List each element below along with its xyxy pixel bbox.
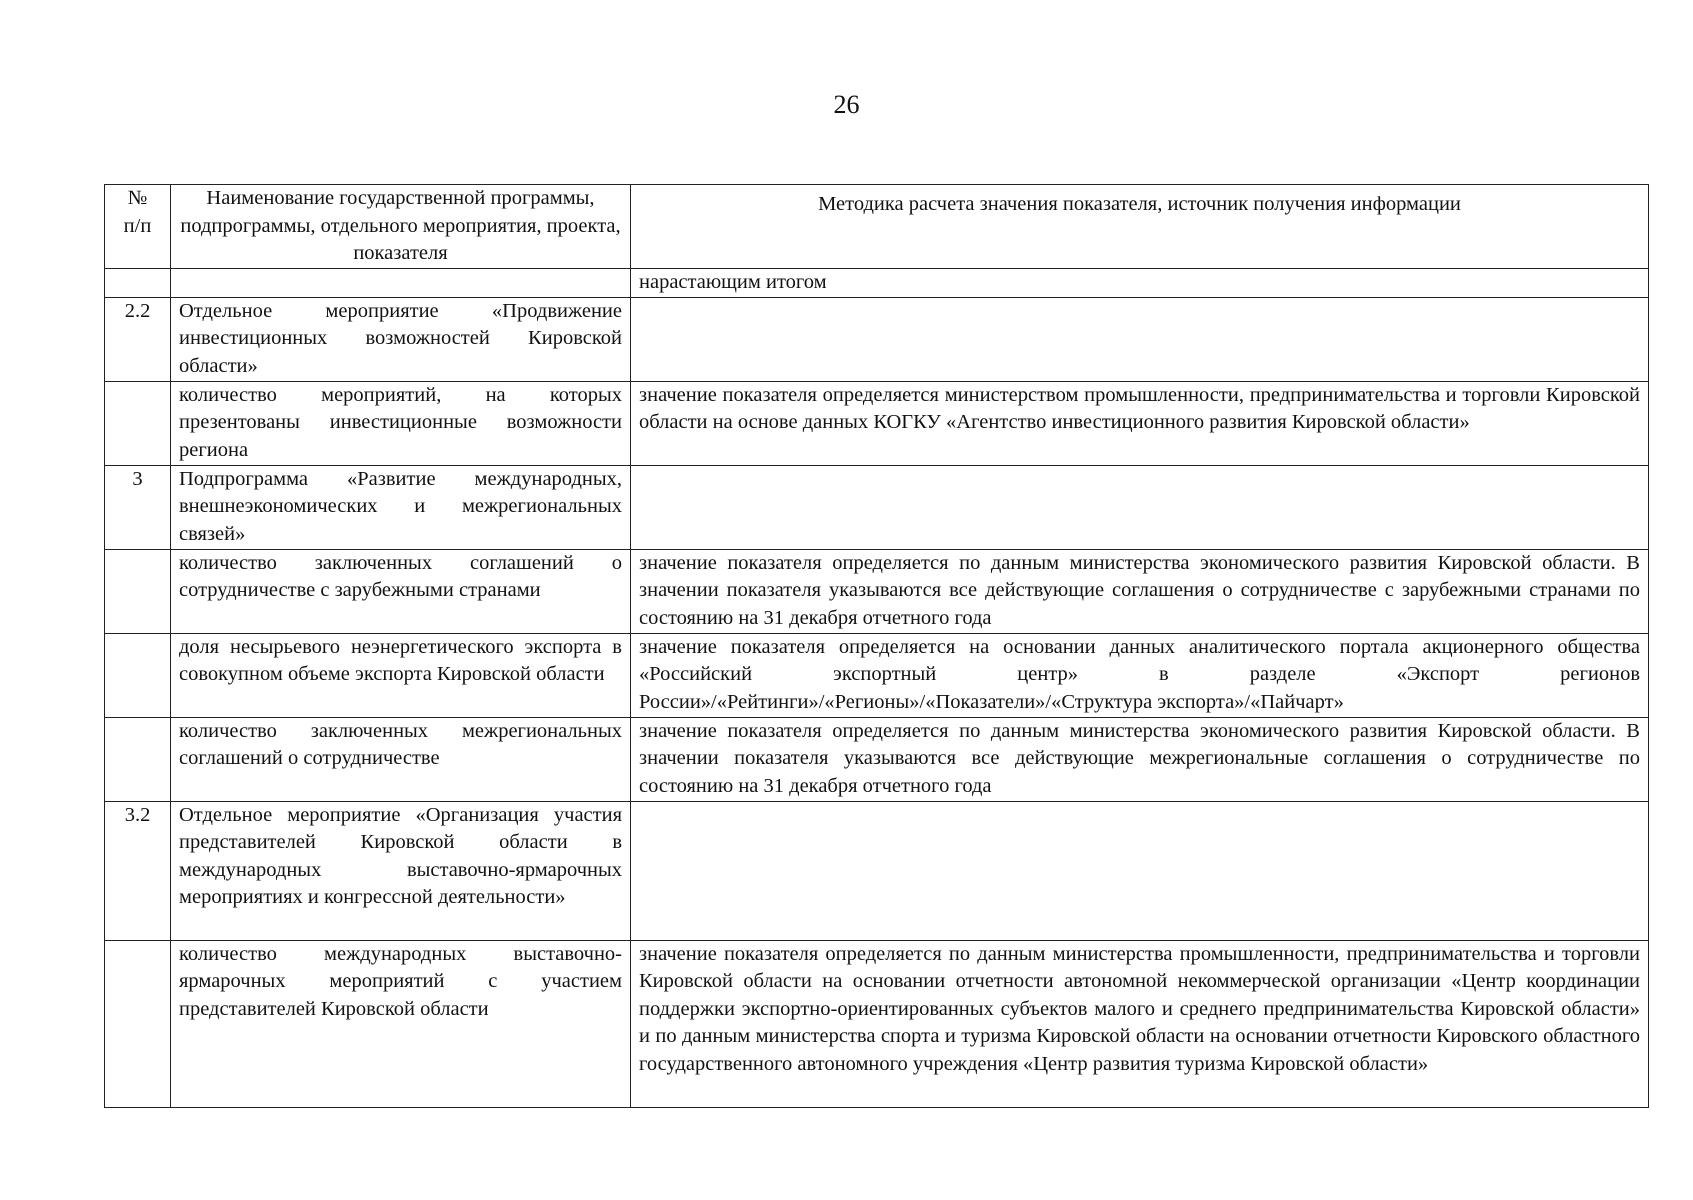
row-num: 2.2 — [105, 297, 171, 381]
row-method — [631, 297, 1649, 381]
row-num — [105, 717, 171, 801]
table-header-row — [105, 185, 1649, 269]
page-number: 26 — [833, 90, 860, 119]
row-method: значение показателя определяется по данным министерства экономического развития Кировской области. В значении показателя указываются все действующие соглашения о сотрудничестве с зарубежными странами по состоянию на 31 декабря отчетного года — [631, 549, 1649, 633]
row-method: нарастающим итогом — [631, 269, 1649, 298]
table-row — [105, 717, 1649, 801]
row-name: Подпрограмма «Развитие международных, внешнеэкономических и межрегиональных связей» — [171, 465, 631, 549]
table-row — [105, 940, 1649, 1107]
row-num — [105, 381, 171, 465]
row-method — [631, 465, 1649, 549]
row-name: количество заключенных межрегиональных соглашений о сотрудничестве — [171, 717, 631, 801]
table-row — [105, 269, 1649, 298]
row-name: доля несырьевого неэнергетического экспорта в совокупном объеме экспорта Кировской области — [171, 633, 631, 717]
row-name: Отдельное мероприятие «Продвижение инвестиционных возможностей Кировской области» — [171, 297, 631, 381]
row-method: значение показателя определяется на основании данных аналитического портала акционерного общества «Российский экспортный центр» в разделе «Экспорт регионов России»/«Рейтинги»/«Регионы»/«Показатели»/«Структура экспорта»/«Пайчарт» — [631, 633, 1649, 717]
table-row — [105, 801, 1649, 940]
row-num: 3.2 — [105, 801, 171, 940]
header-method: Методика расчета значения показателя, источник получения информации — [631, 185, 1649, 269]
row-name: количество мероприятий, на которых презентованы инвестиционные возможности региона — [171, 381, 631, 465]
row-name — [171, 269, 631, 298]
row-name: Отдельное мероприятие «Организация участия представителей Кировской области в международных выставочно-ярмарочных мероприятиях и конгрессной деятельности» — [171, 801, 631, 940]
indicator-methodology-table — [104, 184, 1649, 1108]
row-num: 3 — [105, 465, 171, 549]
row-method — [631, 801, 1649, 940]
table-row — [105, 381, 1649, 465]
row-num — [105, 269, 171, 298]
row-num — [105, 633, 171, 717]
row-num — [105, 940, 171, 1107]
row-method: значение показателя определяется по данным министерства экономического развития Кировской области. В значении показателя указываются все действующие межрегиональные соглашения о сотрудничестве по состоянию на 31 декабря отчетного года — [631, 717, 1649, 801]
row-method: значение показателя определяется по данным министерства промышленности, предпринимательства и торговли Кировской области на основании отчетности автономной некоммерческой организации «Центр координации поддержки экспортно-ориентированных субъектов малого и среднего предпринимательства Кировской области» и по данным министерства спорта и туризма Кировской области на основании отчетности Кировского областного государственного автономного учреждения «Центр развития туризма Кировской области» — [631, 940, 1649, 1107]
row-name: количество заключенных соглашений о сотрудничестве с зарубежными странами — [171, 549, 631, 633]
row-num — [105, 549, 171, 633]
table-row — [105, 549, 1649, 633]
row-name: количество международных выставочно-ярмарочных мероприятий с участием представителей Кировской области — [171, 940, 631, 1107]
table-row — [105, 633, 1649, 717]
row-method: значение показателя определяется министерством промышленности, предпринимательства и торговли Кировской области на основе данных КОГКУ «Агентство инвестиционного развития Кировской области» — [631, 381, 1649, 465]
table-row — [105, 465, 1649, 549]
header-num: № п/п — [105, 185, 171, 269]
table-row — [105, 297, 1649, 381]
header-name: Наименование государственной программы, подпрограммы, отдельного мероприятия, проекта, показателя — [171, 185, 631, 269]
